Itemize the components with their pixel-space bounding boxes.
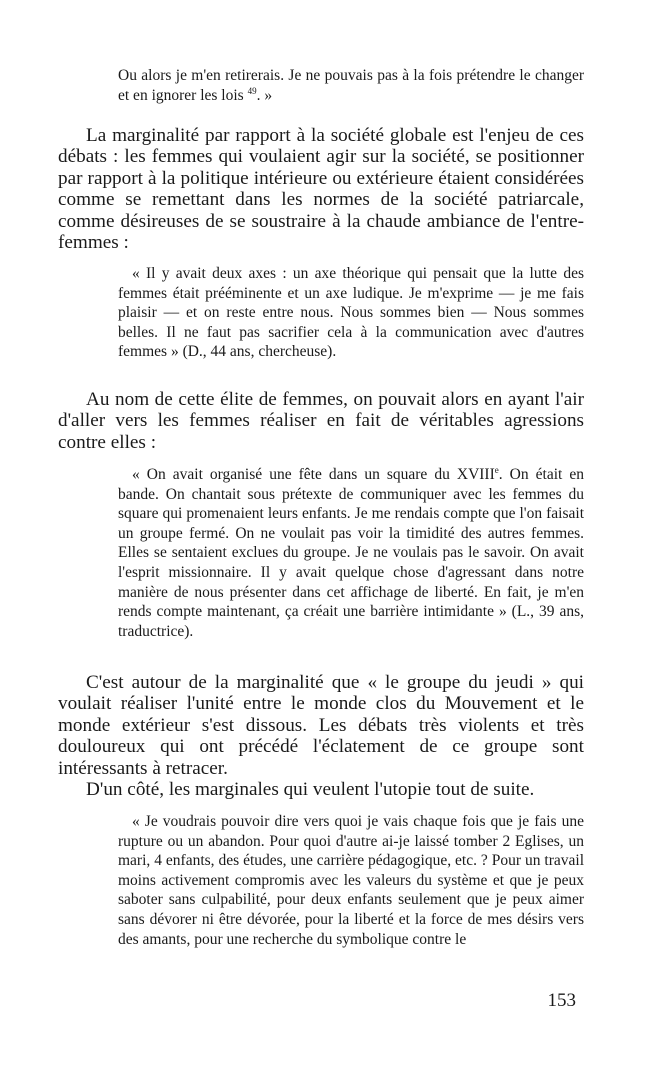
quote-continuation-text: Ou alors je m'en retirerais. Je ne pouvais pas à la fois prétendre le changer et en ignorer les lois	[118, 67, 584, 104]
quote-fete-start: « On avait organisé une fête dans un square du XVIII	[132, 466, 495, 483]
quote-ruptures: « Je voudrais pouvoir dire vers quoi je vais chaque fois que je fais une rupture ou un abandon. Pour quoi d'autre ai-je laissé tomber 2 Eglises, un mari, 4 enfants, des études, une carrière pédagogique, etc. ? Pour un travail moins activement compromis avec les valeurs du système et que je peux saboter sans culpabilité, pour deux enfants seulement que je peux aimer sans dévorer ni être dévorée, pour la liberté et la force de mes désirs vers des amants, pour une recherche du symbolique contre le	[118, 813, 584, 948]
paragraph-elite: Au nom de cette élite de femmes, on pouvait alors en ayant l'air d'aller vers les femmes réaliser en fait de véritables agressions contre elles :	[58, 389, 584, 453]
page-number: 153	[547, 990, 576, 1011]
paragraph-groupe-jeudi: C'est autour de la marginalité que « le groupe du jeudi » qui voulait réaliser l'unité entre le monde clos du Mouvement et le monde extérieur s'est dissous. Les débats très violents et très douloureux qui ont précédé l'éclatement de ce groupe sont intéressants à retracer.	[58, 672, 584, 779]
quote-fete-square	[118, 465, 584, 641]
ordinal-sup: e	[494, 464, 499, 475]
paragraph-marginales: D'un côté, les marginales qui veulent l'utopie tout de suite.	[86, 779, 535, 800]
quote-deux-axes: « Il y avait deux axes : un axe théorique qui pensait que la lutte des femmes était prééminente et un axe ludique. Je m'exprime — je me fais plaisir — et on reste entre nous. Nous sommes bien — Nous sommes belles. Il ne faut pas sacrifier cela à la communication avec d'autres femmes » (D., 44 ans, chercheuse).	[118, 265, 584, 361]
quote-fete-rest: . On était en bande. On chantait sous prétexte de communiquer avec les femmes du square qui promenaient leurs enfants. Je me rendais compte que l'on faisait un groupe fermé. On ne voulait pas voir la timidité des autres femmes. Elles se sentaient exclues du groupe. Je ne voulais pas le savoir. On avait l'esprit missionnaire. Il y avait quelque chose d'agressant dans notre manière de nous présenter dans cet affichage de liberté. En fait, je m'en rends compte maintenant, ça créait une barrière intimidante » (L., 39 ans, traductrice).	[118, 466, 584, 640]
quote-continuation-end: . »	[256, 86, 273, 104]
footnote-ref: 49	[247, 85, 257, 96]
paragraph-marginalite: La marginalité par rapport à la société globale est l'enjeu de ces débats : les femmes qui voulaient agir sur la société, se positionner par rapport à la politique intérieure ou extérieure étaient considérées comme se remettant dans les normes de la société patriarcale, comme désireuses de se soustraire à la chaude ambiance de l'entre-femmes :	[58, 125, 584, 254]
quote-continuation	[118, 66, 584, 105]
